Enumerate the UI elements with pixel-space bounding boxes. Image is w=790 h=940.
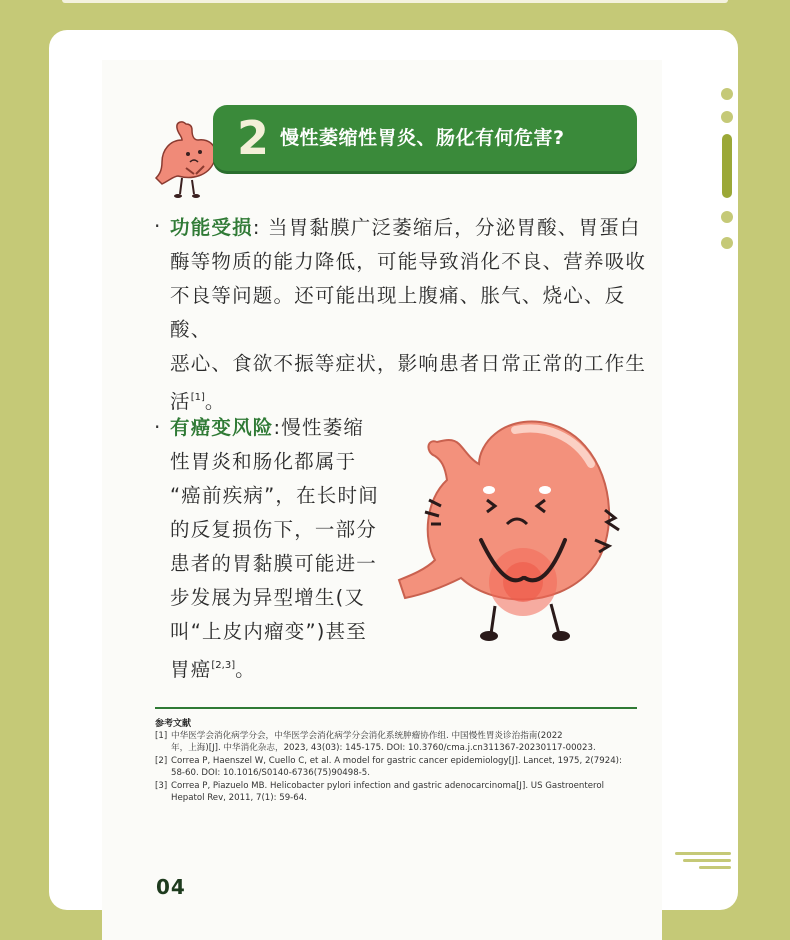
point1-line: 恶心、食欲不振等症状，影响患者日常正常的工作生 xyxy=(170,352,647,375)
point2-line: 的反复损伤下，一部分 xyxy=(170,518,378,541)
reference-item: [1] 中华医学会消化病学分会，中华医学会消化病学分会消化系统肿瘤协作组. 中国慢性胃炎诊治指南(2022 年，上海)[J]. 中华消化杂志，2023, 43(03): 145-175. DOI: 10.3760/cma.j.cn311367-20230117-00023. xyxy=(155,731,596,753)
page-number: 04 xyxy=(156,875,186,899)
point2-line: 患者的胃黏膜可能进一 xyxy=(170,552,378,575)
nav-dot[interactable] xyxy=(721,111,733,123)
point2-line: 慢性萎缩 xyxy=(281,416,365,439)
point2-line: 叫“上皮内瘤变”)甚至 xyxy=(170,620,368,643)
reference-item: [3] Correa P, Piazuelo MB. Helicobacter pylori infection and gastric adenocarcinoma[J]. US Gastroenterol Hepatol Rev, 2011, 7(1): 59-64. xyxy=(155,781,605,803)
point2-line: 胃癌 xyxy=(170,658,212,681)
point1-paragraph: 功能受损: 当胃黏膜广泛萎缩后，分泌胃酸、胃蛋白 酶等物质的能力降低，可能导致消化不良、营养吸收 不良等问题。还可能出现上腹痛、胀气、烧心、反酸、 恶心、食欲不振等症状，影响患者日常正常的工作生 活[1]。 xyxy=(170,216,647,413)
nav-dot[interactable] xyxy=(721,237,733,249)
bullet-dot: · xyxy=(154,214,161,238)
nav-dot[interactable] xyxy=(721,88,733,100)
point2-ref-mark: [2,3] xyxy=(211,660,236,671)
point1-term: 功能受损 xyxy=(170,216,253,239)
point2-paragraph: 有癌变风险:慢性萎缩 性胃炎和肠化都属于 “癌前疾病”，在长时间 的反复损伤下，一部分 患者的胃黏膜可能进一 步发展为异型增生(又 叫“上皮内瘤变”)甚至 胃癌[2,3]。 xyxy=(170,416,379,681)
section-title: 慢性萎缩性胃炎、肠化有何危害? xyxy=(280,127,565,149)
references-title: 参考文献 xyxy=(155,719,192,729)
nav-dot[interactable] xyxy=(721,211,733,223)
section-number: 2 xyxy=(237,111,270,165)
point1-line: 当胃黏膜广泛萎缩后，分泌胃酸、胃蛋白 xyxy=(268,216,641,239)
point1-line: 活 xyxy=(170,390,191,413)
sick-stomach-illustration xyxy=(395,410,635,655)
point2-term: 有癌变风险 xyxy=(170,416,274,439)
scroll-indicator[interactable] xyxy=(722,134,732,198)
point1-line: 酶等物质的能力降低，可能导致消化不良、营养吸收 xyxy=(170,250,647,273)
references-divider xyxy=(155,707,637,709)
point1-line: 不良等问题。还可能出现上腹痛、胀气、烧心、反酸、 xyxy=(170,284,626,341)
decorative-lines xyxy=(675,852,731,873)
bullet-dot: · xyxy=(154,415,161,439)
point2-line: 性胃炎和肠化都属于 xyxy=(170,450,357,473)
point2-line: 步发展为异型增生(又 xyxy=(170,586,366,609)
reference-item: [2] Correa P, Haenszel W, Cuello C, et al. A model for gastric cancer epidemiology[J]. Lancet, 1975, 2(7924): 58-60. DOI: 10.1016/S0140-6736(75)90498-5. xyxy=(155,756,622,778)
point1-ref-mark: [1] xyxy=(190,392,205,403)
top-strip xyxy=(62,0,728,3)
point2-line: “癌前疾病”，在长时间 xyxy=(170,484,379,507)
